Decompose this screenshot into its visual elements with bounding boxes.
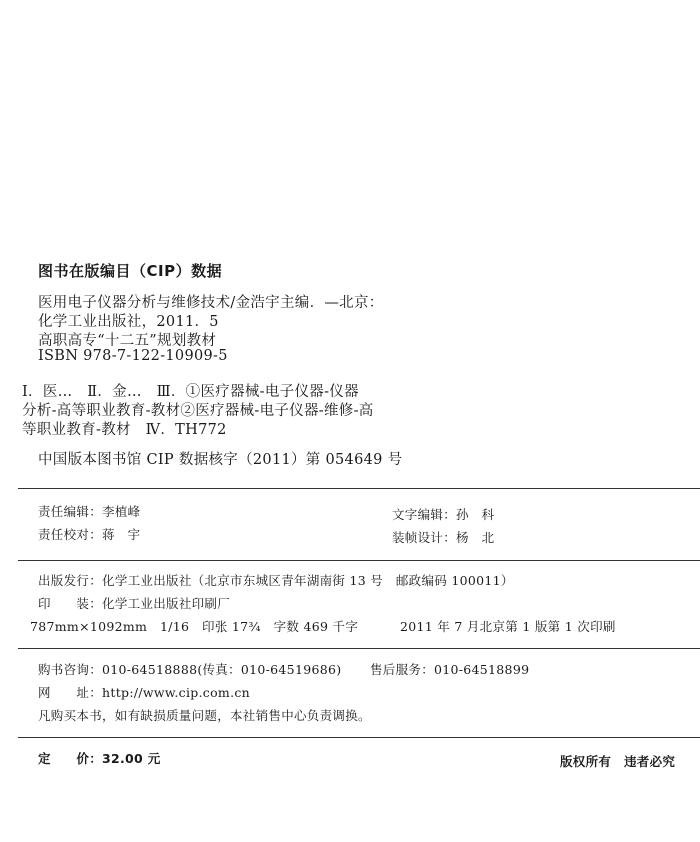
proofreader-credit — [38, 525, 140, 543]
purchase-line — [38, 660, 341, 678]
printer-label: 印 装： — [38, 596, 103, 611]
proofreader-label: 责任校对： — [38, 527, 103, 542]
cip-subject-line-3: 等职业教育-教材 Ⅳ．TH772 — [22, 422, 227, 438]
designer-label: 装帧设计： — [392, 530, 457, 545]
cip-isbn: ISBN 978-7-122-10909-5 — [38, 348, 228, 364]
proofreader-name: 蒋 宇 — [102, 527, 141, 542]
cip-subject-line-2: 分析-高等职业教育-教材②医疗器械-电子仪器-维修-高 — [22, 403, 374, 419]
purchase-label: 购书咨询： — [38, 662, 103, 677]
cip-heading: 图书在版编目（CIP）数据 — [38, 262, 223, 280]
cip-record-line-1: 医用电子仪器分析与维修技术/金浩宇主编．—北京： — [38, 295, 384, 311]
designer-name: 杨 北 — [456, 530, 495, 545]
format-info: 787mm×1092mm 1/16 印张 17¾ 字数 469 千字 — [30, 619, 359, 634]
cip-subject-line-1: Ⅰ．医… Ⅱ．金… Ⅲ．①医疗器械-电子仪器-仪器 — [22, 384, 359, 400]
cip-record-line-2: 化学工业出版社，2011．5 — [38, 314, 219, 330]
service-label: 售后服务： — [370, 662, 435, 677]
website-label: 网 址： — [38, 685, 103, 700]
editor-credit — [38, 502, 140, 520]
purchase-value: 010-64518888(传真：010-64519686) — [102, 662, 342, 677]
publisher-label: 出版发行： — [38, 573, 103, 588]
publisher-line — [38, 571, 514, 589]
printer-value: 化学工业出版社印刷厂 — [102, 596, 231, 611]
cip-record-line-3: 高职高专“十二五”规划教材 — [38, 333, 217, 349]
text-editor-name: 孙 科 — [456, 507, 495, 522]
rights-notice: 版权所有 违者必究 — [560, 754, 676, 769]
designer-credit — [392, 528, 494, 546]
price-line — [38, 749, 161, 767]
divider-publishing — [18, 560, 700, 561]
divider-contact — [18, 648, 700, 649]
printer-line — [38, 594, 230, 612]
service-value: 010-64518899 — [434, 662, 530, 677]
website-line — [38, 683, 250, 701]
price-label: 定 价： — [38, 751, 103, 766]
website-value: http://www.cip.com.cn — [102, 685, 251, 700]
price-value: 32.00 元 — [102, 751, 161, 766]
editor-label: 责任编辑： — [38, 504, 103, 519]
text-editor-label: 文字编辑： — [392, 507, 457, 522]
service-line — [370, 660, 529, 678]
divider-credits — [18, 488, 700, 489]
edition-info: 2011 年 7 月北京第 1 版第 1 次印刷 — [400, 619, 616, 634]
editor-name: 李植峰 — [102, 504, 141, 519]
cip-catalog-number: 中国版本图书馆 CIP 数据核字（2011）第 054649 号 — [38, 452, 403, 468]
divider-footer — [18, 737, 700, 738]
text-editor-credit — [392, 505, 494, 523]
return-notice: 凡购买本书，如有缺损质量问题，本社销售中心负责调换。 — [38, 708, 371, 723]
publisher-value: 化学工业出版社（北京市东城区青年湖南街 13 号 邮政编码 100011） — [102, 573, 514, 588]
